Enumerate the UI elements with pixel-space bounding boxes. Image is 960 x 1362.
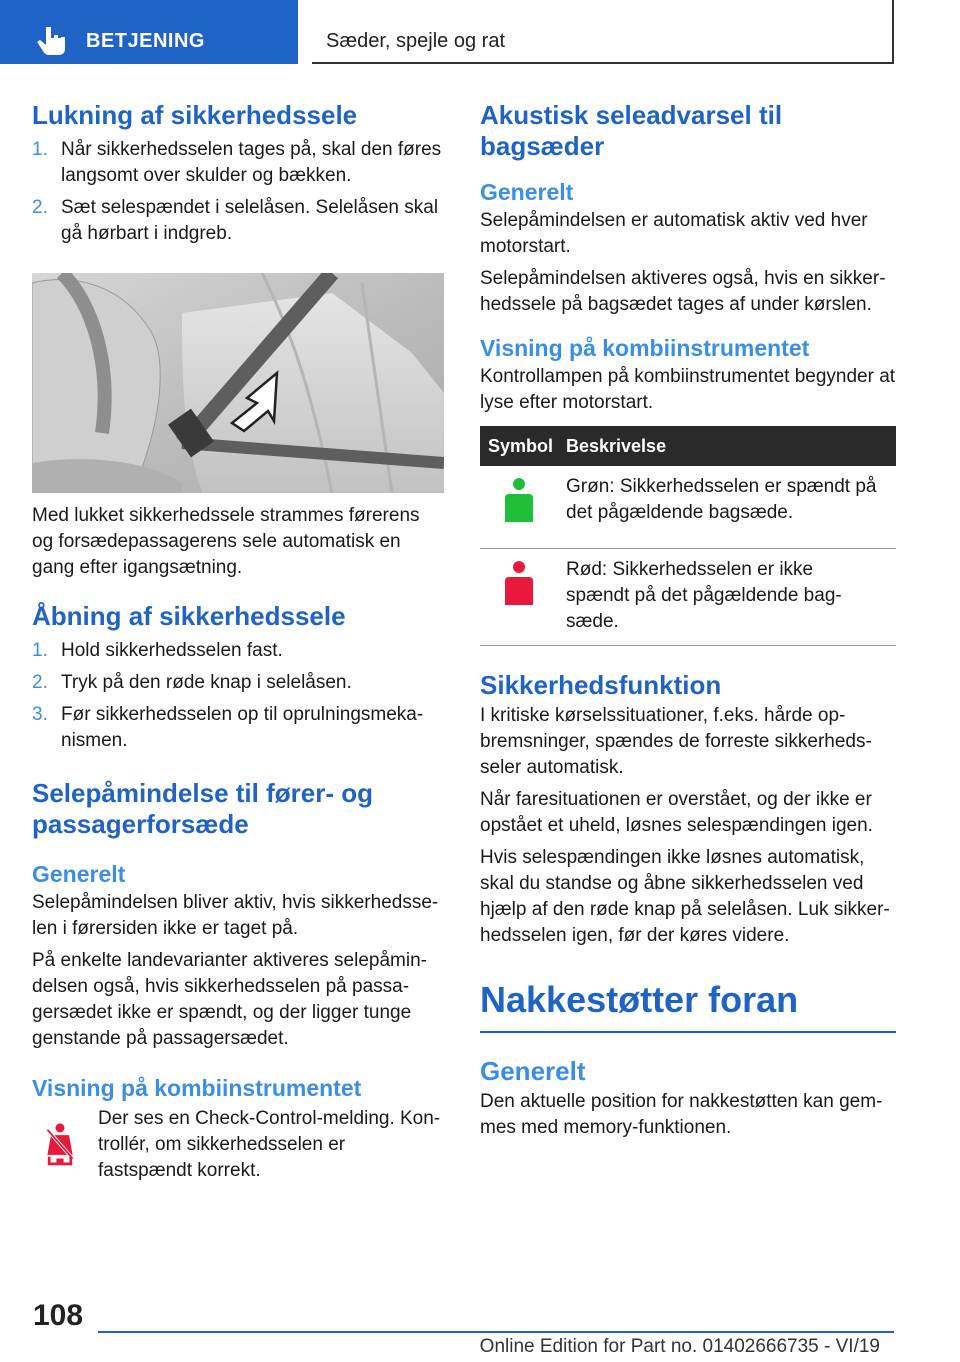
section-tab[interactable]: [0, 0, 298, 64]
list-item: 3. Før sikkerhedsselen op til oprulningsmeka- nismen.: [32, 704, 424, 751]
list-item: 2. Sæt selespændet i selelåsen. Selelåsen skal gå hørbart i indgreb.: [32, 197, 439, 244]
edition-note: Online Edition for Part no. 01402666735 - VI/19: [479, 1336, 880, 1357]
section-tab-label: BETJENING: [86, 30, 205, 52]
general-paragraph-2: Selepåmindelsen aktiveres også, hvis en sikker- hedssele på bagsædet tages af under kørslen.: [480, 268, 886, 315]
table-header-row: [480, 426, 896, 466]
general-paragraph-1: Selepåmindelsen bliver aktiv, hvis sikkerhedsse- len i førersiden ikke er taget på.: [32, 892, 439, 939]
open-steps: [32, 638, 444, 754]
heading-acoustic-warning: Akustisk seleadvarsel til bagsæder: [480, 100, 783, 161]
heading-close-belt: Lukning af sikkerhedssele: [32, 100, 358, 130]
green-seat-indicator-icon: [502, 476, 536, 524]
symbol-table: [480, 426, 896, 646]
safety-paragraph-1: I kritiske kørselssituationer, f.eks. hårde op- bremsninger, spændes de forreste sikkerheds- seler automatisk.: [480, 705, 872, 778]
list-item: 1. Når sikkerhedsselen tages på, skal den føres langsomt over skulder og bækken.: [32, 139, 442, 186]
chapter-header: [312, 0, 894, 64]
headrest-paragraph: Den aktuelle position for nakkestøtten kan gem- mes med memory-funktionen.: [480, 1091, 883, 1138]
page-number: 108: [33, 1299, 84, 1332]
table-row: [480, 549, 896, 646]
photo-description: Med lukket sikkerhedssele strammes førerens og forsædepassagerens sele automatisk en gang efter igangsætning.: [32, 505, 420, 578]
heading-front-headrests: Nakkestøtter foran: [480, 979, 799, 1020]
column-header-symbol: Symbol: [480, 426, 558, 466]
table-row: [480, 466, 896, 549]
heading-belt-reminder: Selepåmindelse til fører- og passagerforsæde: [32, 778, 373, 839]
safety-paragraph-3: Hvis selespændingen ikke løsnes automatisk, skal du standse og åbne sikkerhedsselen ved hjælp af den røde knap på selelåsen. Luk sikker- hedsselen igen, før der køres videre.: [480, 847, 890, 946]
heading-general: Generelt: [32, 861, 126, 887]
heading-display: Visning på kombiinstrumentet: [32, 1075, 362, 1101]
seatbelt-warning-icon: [42, 1122, 78, 1168]
left-column: [32, 100, 444, 1184]
check-control-note: [32, 1106, 444, 1184]
heading-general: Generelt: [480, 1056, 586, 1086]
hand-pointer-icon: [36, 25, 66, 55]
general-paragraph-1: Selepåmindelsen er automatisk aktiv ved hver motorstart.: [480, 210, 868, 257]
footer-rule: [98, 1331, 894, 1333]
heading-open-belt: Åbning af sikkerhedssele: [32, 601, 346, 631]
symbol-cell: [480, 466, 558, 549]
safety-paragraph-2: Når faresituationen er overstået, og der ikke er opstået et uheld, løsnes selespændingen igen.: [480, 789, 873, 836]
list-item: 2. Tryk på den røde knap i selelåsen.: [32, 672, 352, 693]
heading-display: Visning på kombiinstrumentet: [480, 335, 810, 361]
column-header-description: Beskrivelse: [558, 426, 896, 466]
description-cell: Grøn: Sikkerhedsselen er spændt på det pågældende bagsæde.: [558, 466, 896, 549]
seatbelt-buckle-photo: [32, 273, 444, 493]
heading-general: Generelt: [480, 179, 574, 205]
right-column: [480, 100, 896, 1141]
general-paragraph-2: På enkelte landevarianter aktiveres selepåmin- delsen også, hvis sikkerhedsselen på passa- gersædet ikke er spændt, og der ligger tunge genstande på passagersædet.: [32, 950, 427, 1049]
description-cell: Rød: Sikkerhedsselen er ikke spændt på det pågældende bag- sæde.: [558, 549, 896, 646]
symbol-cell: [480, 549, 558, 646]
section-rule: [480, 1031, 896, 1033]
close-steps: [32, 137, 444, 247]
list-item: 1. Hold sikkerhedsselen fast.: [32, 640, 283, 661]
heading-safety-function: Sikkerhedsfunktion: [480, 670, 722, 700]
check-control-text: Der ses en Check-Control-melding. Kon- trollér, om sikkerhedsselen er fastspændt korrekt.: [98, 1108, 441, 1181]
red-seat-indicator-icon: [502, 559, 536, 607]
display-paragraph: Kontrollampen på kombiinstrumentet begynder at lyse efter motorstart.: [480, 366, 896, 413]
chapter-title: Sæder, spejle og rat: [326, 30, 505, 52]
